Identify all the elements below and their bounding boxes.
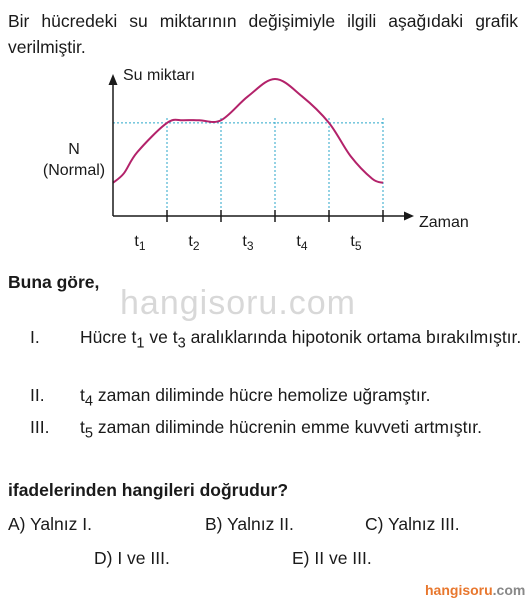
x-axis-arrow [404,212,414,221]
x-tick-label: $t_4$ [296,233,308,253]
statement-2-number: II. [30,385,45,405]
option-a[interactable]: A) Yalnız I. [8,514,92,534]
normal-label-n: N [68,141,80,158]
statement-3-text: $t_5$ zaman diliminde hücrenin emme kuvveti artmıştır. [80,417,483,442]
statement-3-number: III. [30,417,50,437]
option-e[interactable]: E) II ve III. [292,548,372,568]
statement-2-text: $t_4$ zaman diliminde hücre hemolize uğramştır. [80,385,431,410]
y-axis-label: Su miktarı [123,67,196,84]
x-tick-label: $t_3$ [242,233,254,253]
watermark: hangisoru.com [120,284,357,322]
x-tick-label: $t_5$ [350,233,362,253]
option-c[interactable]: C) Yalnız III. [365,514,460,534]
guide-lines [113,116,383,216]
brand-logo: hangisoru.com [425,582,526,598]
x-axis-label: Zaman [419,214,469,231]
x-tick-labels [134,233,361,253]
option-d[interactable]: D) I ve III. [94,548,170,568]
statement-3 [30,415,510,465]
question-intro: Bir hücredeki su miktarının değişimiyle ilgili aşağıdaki grafik verilmiştir. [8,11,518,57]
x-tick-label: $t_2$ [188,233,200,253]
question-prompt: Buna göre, [8,272,100,292]
water-curve [113,79,383,183]
normal-label-text: (Normal) [42,162,106,179]
option-b[interactable]: B) Yalnız II. [205,514,294,534]
statement-1-number: I. [30,327,40,347]
statement-1-text: Hücre $t_1$ ve $t_3$ aralıklarında hipotonik ortama bırakılmıştır. [80,327,522,352]
question-conclusion: ifadelerinden hangileri doğrudur? [8,480,289,500]
y-axis-arrow [109,74,118,85]
statement-2 [30,383,510,409]
x-tick-label: $t_1$ [134,233,146,253]
statement-1 [30,325,522,375]
